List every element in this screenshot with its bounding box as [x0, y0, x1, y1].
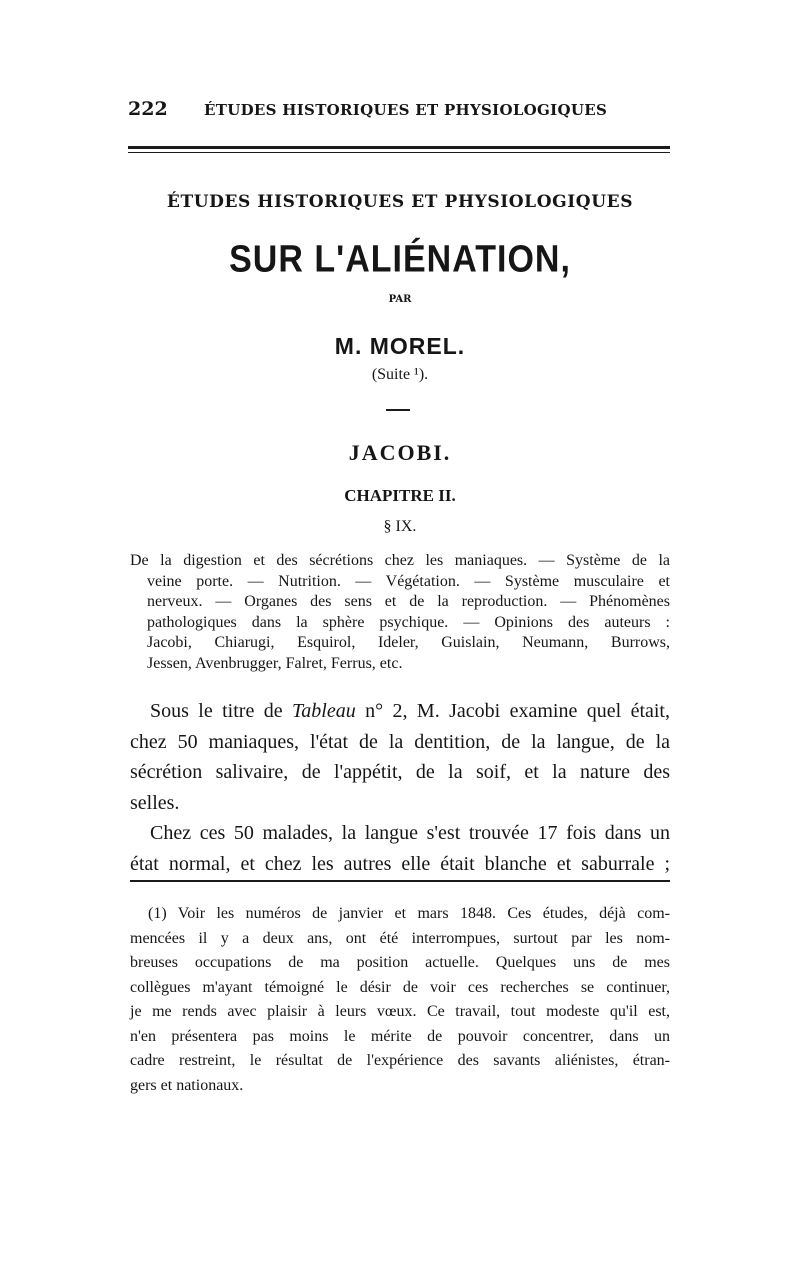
running-title: ÉTUDES HISTORIQUES ET PHYSIOLOGIQUES: [204, 101, 608, 119]
body-line: état normal, et chez les autres elle était blanche et saburrale ;: [130, 852, 670, 875]
footnote-line: cadre restreint, le résultat de l'expérience des savants aliénistes, étran-: [130, 1052, 670, 1069]
italic-term: Tableau: [292, 700, 356, 722]
footnote-line: (1) Voir les numéros de janvier et mars 1848. Ces études, déjà com-: [148, 905, 670, 922]
summary-line: De la digestion et des sécrétions chez les maniaques. — Système de la: [130, 552, 670, 569]
footnote-line: je me rends avec plaisir à leurs vœux. Ce travail, tout modeste qu'il est,: [130, 1003, 670, 1020]
header-rule-thick: [128, 146, 670, 149]
header-rule-thin: [128, 152, 670, 153]
body-line: [130, 696, 670, 727]
footnote-rule: [130, 880, 670, 882]
footnote-line: gers et nationaux.: [130, 1076, 244, 1094]
body-text-run: Sous le titre de: [150, 700, 293, 722]
body-line: selles.: [130, 791, 180, 814]
footnote-line: mencées il y a deux ans, ont été interrompues, surtout par les nom-: [130, 929, 670, 947]
footnote: [130, 902, 670, 1098]
article-title: SUR L'ALIÉNATION,: [229, 237, 571, 281]
paragraph-number: § IX.: [383, 518, 417, 535]
summary-line: pathologiques dans la sphère psychique. — Opinions des auteurs :: [147, 613, 670, 631]
chapter-summary: [130, 551, 670, 674]
footnote-line: breuses occupations de ma position actuelle. Quelques uns de mes: [130, 954, 670, 971]
body-text-run: n° 2, M. Jacobi examine quel était,: [355, 700, 670, 722]
running-head: [128, 98, 668, 124]
article-series-title: ÉTUDES HISTORIQUES ET PHYSIOLOGIQUES: [166, 192, 634, 212]
section-divider: [386, 409, 410, 411]
summary-line: Jessen, Avenbrugger, Falret, Ferrus, etc.: [147, 654, 403, 672]
author-name: M. MOREL.: [334, 333, 466, 359]
section-heading: JACOBI.: [348, 440, 452, 465]
body-line: chez 50 maniaques, l'état de la dentition, de la langue, de la: [130, 730, 670, 753]
summary-line: Jacobi, Chiarugi, Esquirol, Ideler, Guislain, Neumann, Burrows,: [147, 634, 670, 651]
page-number: 222: [128, 98, 168, 120]
body-text: [130, 696, 670, 879]
chapter-heading: CHAPITRE II.: [344, 486, 456, 505]
body-line: sécrétion salivaire, de l'appétit, de la soif, et la nature des: [130, 761, 670, 783]
footnote-line: collègues m'ayant témoigné le désir de voir ces recherches se continuer,: [130, 978, 670, 996]
summary-line: nerveux. — Organes des sens et de la reproduction. — Phénomènes: [147, 593, 670, 610]
body-line: Chez ces 50 malades, la langue s'est trouvée 17 fois dans un: [150, 822, 670, 844]
footnote-line: n'en présentera pas moins le mérite de pouvoir concentrer, dans un: [130, 1027, 670, 1045]
continuation-note: (Suite ¹).: [371, 366, 429, 383]
summary-line: veine porte. — Nutrition. — Végétation. — Système musculaire et: [147, 572, 670, 590]
byline-label: PAR: [388, 294, 412, 305]
